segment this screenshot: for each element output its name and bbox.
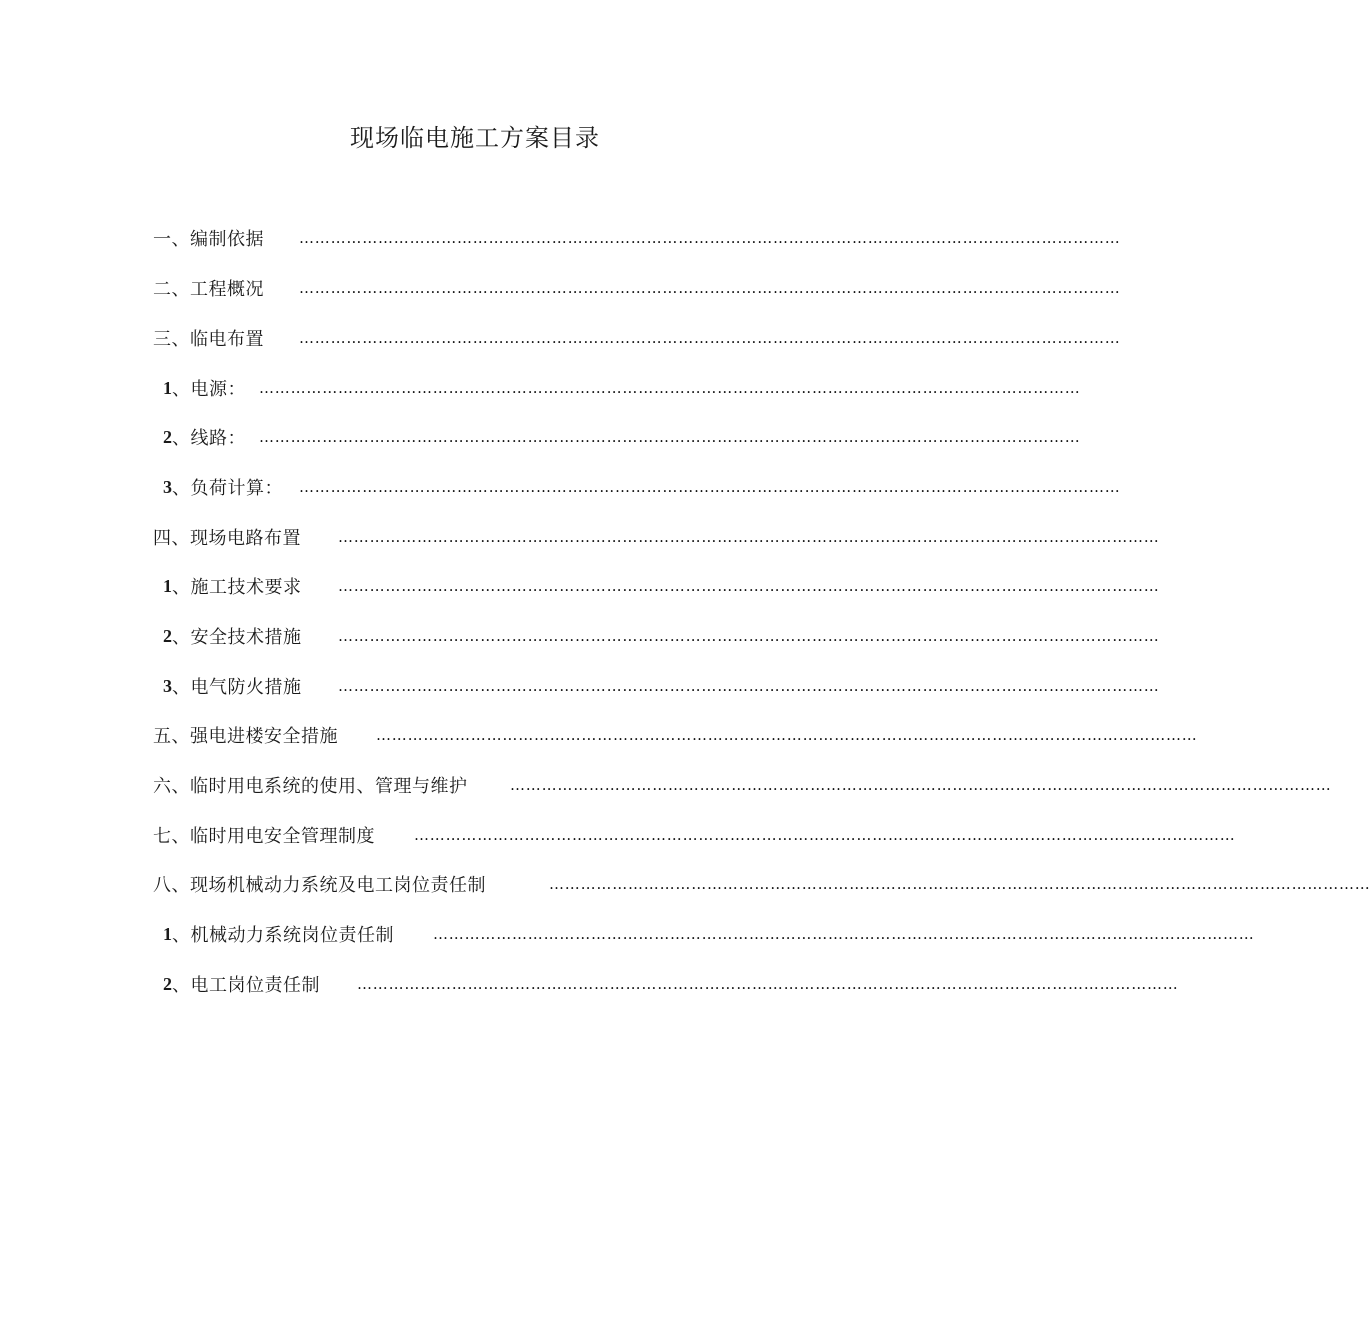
toc-entry — [153, 324, 264, 352]
toc-leader-dots: ………………………………………………………………………………………………………………………………………… — [338, 528, 1160, 546]
toc-entry-label: 三、临电布置 — [153, 329, 264, 350]
toc-entry-label: 、电源： — [172, 379, 246, 400]
toc-entry-number: 3 — [163, 675, 172, 696]
toc-leader-dots: ………………………………………………………………………………………………………………………………………… — [299, 329, 1121, 347]
toc-subentry — [163, 572, 302, 600]
toc-entry — [153, 870, 486, 898]
page-title: 现场临电施工方案目录 — [350, 124, 600, 152]
toc-entry-label: 、施工技术要求 — [172, 577, 302, 598]
toc-subentry — [163, 473, 283, 501]
toc-leader-dots: ………………………………………………………………………………………………………………………………………… — [549, 875, 1371, 893]
toc-leader-dots: ………………………………………………………………………………………………………………………………………… — [299, 279, 1121, 297]
toc-subentry — [163, 672, 302, 700]
toc-leader-dots: ………………………………………………………………………………………………………………………………………… — [510, 776, 1332, 794]
toc-entry-label: 四、现场电路布置 — [153, 528, 301, 549]
toc-entry-number: 2 — [163, 426, 172, 447]
toc-leader-dots: ………………………………………………………………………………………………………………………………………… — [414, 826, 1236, 844]
toc-entry-label: 一、编制依据 — [153, 229, 264, 250]
toc-entry-number: 1 — [163, 575, 172, 596]
toc-subentry — [163, 970, 320, 998]
toc-leader-dots: ………………………………………………………………………………………………………………………………………… — [338, 627, 1160, 645]
toc-leader-dots: ………………………………………………………………………………………………………………………………………… — [259, 428, 1081, 446]
toc-subentry — [163, 622, 302, 650]
toc-entry-label: 七、临时用电安全管理制度 — [153, 826, 375, 847]
toc-entry — [153, 224, 264, 252]
toc-leader-dots: ………………………………………………………………………………………………………………………………………… — [299, 229, 1121, 247]
toc-entry-number: 3 — [163, 476, 172, 497]
toc-subentry — [163, 374, 246, 402]
toc-leader-dots: ………………………………………………………………………………………………………………………………………… — [357, 975, 1179, 993]
toc-leader-dots: ………………………………………………………………………………………………………………………………………… — [259, 379, 1081, 397]
toc-entry — [153, 721, 338, 749]
toc-entry-label: 、电气防火措施 — [172, 677, 302, 698]
toc-entry — [153, 821, 375, 849]
toc-leader-dots: ………………………………………………………………………………………………………………………………………… — [433, 925, 1255, 943]
toc-entry-number: 2 — [163, 625, 172, 646]
toc-entry — [153, 274, 264, 302]
toc-entry-label: 、机械动力系统岗位责任制 — [172, 925, 394, 946]
toc-entry — [153, 771, 468, 799]
toc-entry-label: 、负荷计算： — [172, 478, 283, 499]
toc-entry-number: 1 — [163, 377, 172, 398]
toc-entry-number: 2 — [163, 973, 172, 994]
toc-leader-dots: ………………………………………………………………………………………………………………………………………… — [338, 577, 1160, 595]
toc-leader-dots: ………………………………………………………………………………………………………………………………………… — [338, 677, 1160, 695]
toc-leader-dots: ………………………………………………………………………………………………………………………………………… — [376, 726, 1198, 744]
toc-leader-dots: ………………………………………………………………………………………………………………………………………… — [299, 478, 1121, 496]
toc-subentry — [163, 423, 246, 451]
toc-entry-number: 1 — [163, 923, 172, 944]
toc-entry-label: 、电工岗位责任制 — [172, 975, 320, 996]
toc-entry — [153, 523, 301, 551]
toc-entry-label: 、线路： — [172, 428, 246, 449]
toc-entry-label: 五、强电进楼安全措施 — [153, 726, 338, 747]
toc-entry-label: 六、临时用电系统的使用、管理与维护 — [153, 776, 468, 797]
toc-entry-label: 二、工程概况 — [153, 279, 264, 300]
toc-subentry — [163, 920, 394, 948]
toc-entry-label: 八、现场机械动力系统及电工岗位责任制 — [153, 875, 486, 896]
toc-entry-label: 、安全技术措施 — [172, 627, 302, 648]
